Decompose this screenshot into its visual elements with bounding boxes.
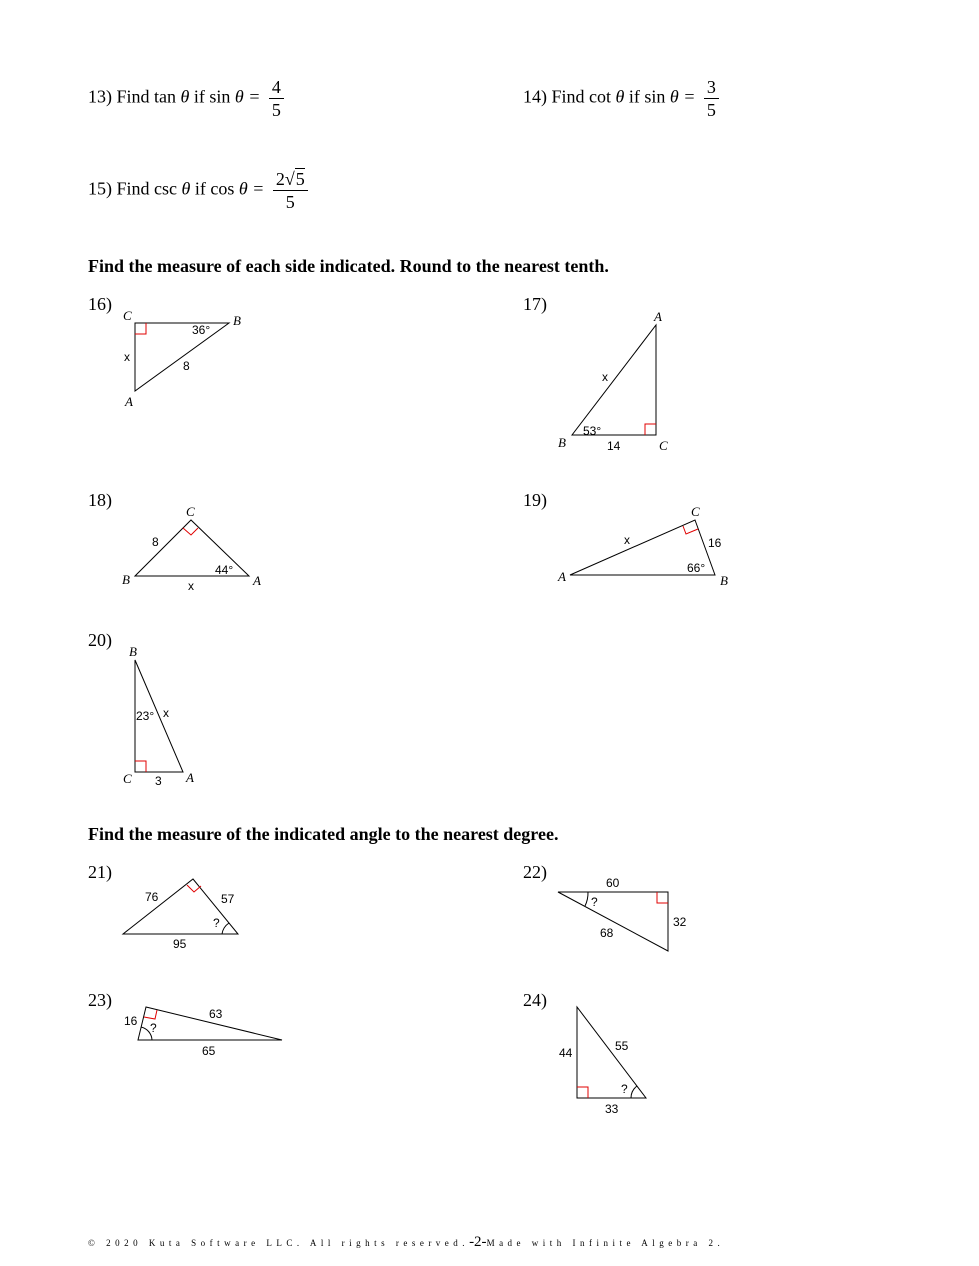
copyright-text: © 2020 Kuta Software LLC. All rights reserved. xyxy=(88,1238,470,1248)
fraction xyxy=(273,168,308,213)
triangle-outline xyxy=(135,323,229,391)
fraction xyxy=(269,76,284,121)
problem-text: Find cot xyxy=(551,86,612,107)
section-heading-angles: Find the measure of the indicated angle to the nearest degree. xyxy=(88,824,559,844)
problem-22-number: 22) xyxy=(523,862,547,882)
vertex-label-b: B xyxy=(122,572,130,587)
problem-20-triangle xyxy=(115,640,205,795)
problem-21-number: 21) xyxy=(88,862,112,882)
fraction-denominator: 5 xyxy=(273,190,308,213)
unknown-angle-label: ? xyxy=(213,916,220,930)
problem-24-triangle xyxy=(545,998,665,1118)
problem-condition: if cos xyxy=(194,178,235,199)
theta-symbol: θ xyxy=(180,86,190,107)
theta-equals: θ = xyxy=(238,178,265,199)
side-length-label: 32 xyxy=(673,915,687,929)
side-length-label: 68 xyxy=(600,926,614,940)
problem-17-number: 17) xyxy=(523,294,547,314)
vertex-label-b: B xyxy=(233,313,241,328)
side-length-label: 8 xyxy=(183,359,190,373)
vertex-label-a: A xyxy=(253,573,261,588)
triangle-outline xyxy=(577,1007,646,1098)
unknown-angle-label: ? xyxy=(621,1082,628,1096)
unknown-side-label: x xyxy=(124,350,130,364)
fraction-numerator: 4 xyxy=(271,77,281,97)
problem-20-number: 20) xyxy=(88,630,112,650)
vertex-label-a: A xyxy=(558,569,566,584)
side-length-label: 60 xyxy=(606,876,620,890)
vertex-label-b: B xyxy=(720,573,728,588)
side-length-label: 95 xyxy=(173,937,187,951)
unknown-side-label: x xyxy=(624,533,630,547)
section-heading-sides: Find the measure of each side indicated. Round to the nearest tenth. xyxy=(88,256,609,276)
problem-condition: if sin xyxy=(628,86,666,107)
radical-coefficient: 2 xyxy=(275,169,285,189)
angle-label: 23° xyxy=(136,709,155,723)
problem-21-triangle xyxy=(110,870,255,955)
right-angle-mark xyxy=(183,528,198,535)
problem-text: Find csc xyxy=(116,178,177,199)
unknown-side-label: x xyxy=(602,370,608,384)
right-angle-mark xyxy=(657,892,668,903)
triangle-outline xyxy=(572,325,656,435)
problem-18-triangle xyxy=(115,500,275,595)
right-angle-mark xyxy=(683,526,698,534)
problem-number: 14) xyxy=(523,86,547,107)
problem-number: 13) xyxy=(88,86,112,107)
vertex-label-c: C xyxy=(691,504,700,519)
right-angle-mark xyxy=(144,1010,157,1019)
problem-19-triangle xyxy=(550,500,740,595)
problem-16-number: 16) xyxy=(88,294,112,314)
theta-equals: θ = xyxy=(669,86,696,107)
angle-label: 66° xyxy=(687,561,706,575)
angle-arc xyxy=(631,1086,637,1098)
fraction-numerator: 3 xyxy=(706,77,716,97)
fraction-denominator: 5 xyxy=(704,98,719,121)
vertex-label-c: C xyxy=(123,771,132,786)
vertex-label-a: A xyxy=(186,770,194,785)
triangle-outline xyxy=(123,879,238,934)
unknown-angle-label: ? xyxy=(150,1021,157,1035)
side-length-label: 65 xyxy=(202,1044,216,1058)
fraction xyxy=(704,76,719,121)
problem-24-number: 24) xyxy=(523,990,547,1010)
side-length-label: 33 xyxy=(605,1102,619,1116)
problem-text: Find tan xyxy=(116,86,177,107)
vertex-label-b: B xyxy=(558,435,566,450)
angle-arc xyxy=(222,923,229,934)
angle-arc xyxy=(585,892,588,906)
vertex-label-a: A xyxy=(654,309,662,324)
side-length-label: 55 xyxy=(615,1039,629,1053)
problem-19-number: 19) xyxy=(523,490,547,510)
vertex-label-a: A xyxy=(125,394,133,409)
page-number: -2- xyxy=(469,1234,487,1250)
angle-label: 36° xyxy=(192,323,211,337)
angle-label: 44° xyxy=(215,563,234,577)
footer xyxy=(88,1234,724,1251)
right-angle-mark xyxy=(135,323,146,334)
side-length-label: 76 xyxy=(145,890,159,904)
side-length-label: 16 xyxy=(124,1014,138,1028)
problem-13 xyxy=(88,76,284,121)
problem-18-number: 18) xyxy=(88,490,112,510)
problem-23-number: 23) xyxy=(88,990,112,1010)
problem-22-triangle xyxy=(545,870,695,965)
side-length-label: 44 xyxy=(559,1046,573,1060)
problem-23-triangle xyxy=(110,998,290,1063)
problem-condition: if sin xyxy=(193,86,231,107)
theta-equals: θ = xyxy=(234,86,261,107)
side-length-label: 63 xyxy=(209,1007,223,1021)
made-with-text: Made with Infinite Algebra 2. xyxy=(486,1238,725,1248)
right-angle-mark xyxy=(577,1087,588,1098)
vertex-label-b: B xyxy=(129,644,137,659)
vertex-label-c: C xyxy=(659,438,668,453)
side-length-label: 14 xyxy=(607,439,621,453)
problem-15 xyxy=(88,168,308,213)
angle-label: 53° xyxy=(583,424,602,438)
problem-number: 15) xyxy=(88,178,112,199)
vertex-label-c: C xyxy=(186,504,195,519)
fraction-denominator: 5 xyxy=(269,98,284,121)
problem-16-triangle xyxy=(110,305,260,415)
side-length-label: 57 xyxy=(221,892,235,906)
unknown-side-label: x xyxy=(163,706,169,720)
theta-symbol: θ xyxy=(181,178,191,199)
side-length-label: 8 xyxy=(152,535,159,549)
problem-17-triangle xyxy=(550,305,680,460)
side-length-label: 16 xyxy=(708,536,722,550)
theta-symbol: θ xyxy=(615,86,625,107)
unknown-side-label: x xyxy=(188,579,194,593)
problem-14 xyxy=(523,76,719,121)
vertex-label-c: C xyxy=(123,308,132,323)
radicand: 5 xyxy=(295,169,305,189)
right-angle-mark xyxy=(135,761,146,772)
unknown-angle-label: ? xyxy=(591,895,598,909)
side-length-label: 3 xyxy=(155,774,162,788)
triangle-outline xyxy=(558,892,668,951)
fraction-numerator: 2√5 xyxy=(275,169,305,189)
right-angle-mark xyxy=(645,424,656,435)
